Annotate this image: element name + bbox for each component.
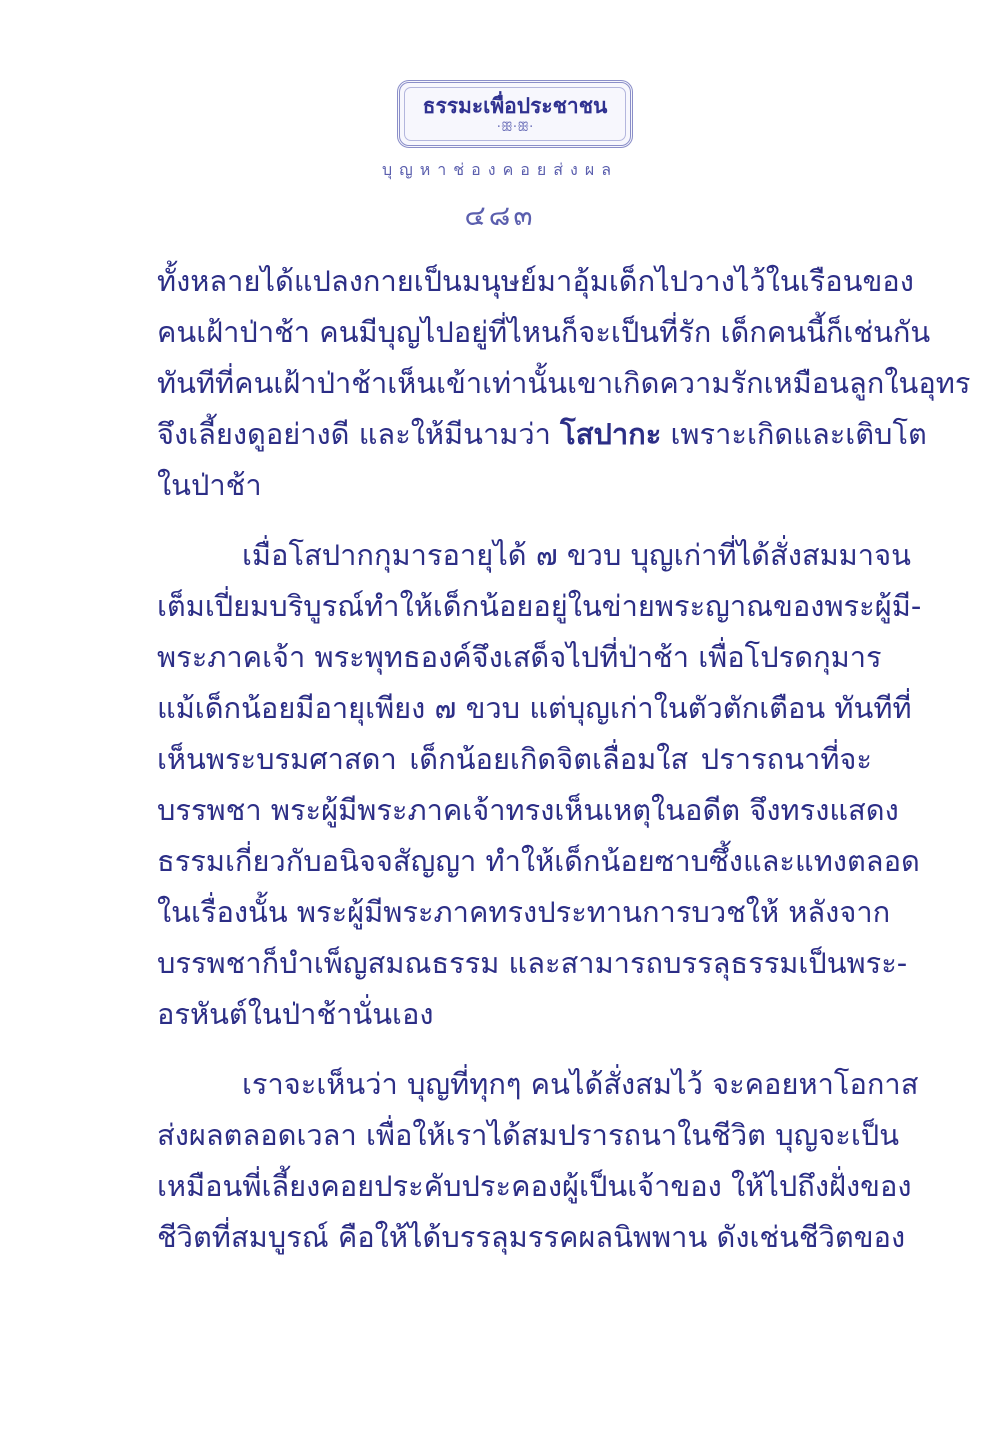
- text-line: บรรพชา พระผู้มีพระภาคเจ้าทรงเห็นเหตุในอดีต จึงทรงแสดง: [157, 793, 899, 827]
- text-line: พระภาคเจ้า พระพุทธองค์จึงเสด็จไปที่ป่าช้า เพื่อโปรดกุมาร: [157, 640, 882, 674]
- text-line: ในป่าช้า: [157, 468, 262, 502]
- page-number: ๔๘๓: [464, 199, 536, 232]
- logo-ornament: ·ꕥ·ꕥ·: [496, 120, 534, 135]
- text-line: ทันทีที่คนเฝ้าป่าช้าเห็นเข้าเท่านั้นเขาเกิดความรักเหมือนลูกในอุทร: [157, 366, 971, 400]
- text-line: ในเรื่องนั้น พระผู้มีพระภาคทรงประทานการบวชให้ หลังจาก: [157, 895, 891, 929]
- text-line: อรหันต์ในป่าช้านั่นเอง: [157, 997, 434, 1031]
- text-line: ธรรมเกี่ยวกับอนิจจสัญญา ทำให้เด็กน้อยซาบซึ้งและแทงตลอด: [157, 844, 920, 878]
- text-line: บรรพชาก็บำเพ็ญสมณธรรม และสามารถบรรลุธรรมเป็นพระ-: [157, 946, 908, 980]
- paragraph-3: [157, 1059, 919, 1263]
- text-line: เราจะเห็นว่า บุญที่ทุกๆ คนได้สั่งสมไว้ จะคอยหาโอกาส: [242, 1067, 919, 1101]
- paragraph-2: [157, 530, 922, 1040]
- body-text: [157, 256, 971, 1263]
- text-line: แม้เด็กน้อยมีอายุเพียง ๗ ขวบ แต่บุญเก่าในตัวตักเตือน ทันทีที่: [157, 691, 912, 725]
- logo-text: ธรรมะเพื่อประชาชน: [422, 94, 608, 118]
- paragraph-1: [157, 256, 971, 511]
- name-sopaka: โสปากะ: [560, 417, 662, 451]
- text-line: จึงเลี้ยงดูอย่างดี และให้มีนามว่า โสปากะ เพราะเกิดและเติบโต: [157, 417, 927, 451]
- text-line: ชีวิตที่สมบูรณ์ คือให้ได้บรรลุมรรคผลนิพพาน ดังเช่นชีวิตของ: [157, 1220, 906, 1254]
- publication-logo: [397, 80, 633, 148]
- text-line: คนเฝ้าป่าช้า คนมีบุญไปอยู่ที่ไหนก็จะเป็นที่รัก เด็กคนนี้ก็เช่นกัน: [157, 315, 931, 349]
- text-line: เห็นพระบรมศาสดา เด็กน้อยเกิดจิตเลื่อมใส ปรารถนาที่จะ: [157, 742, 872, 776]
- text-line: เมื่อโสปากกุมารอายุได้ ๗ ขวบ บุญเก่าที่ได้สั่งสมมาจน: [242, 538, 911, 572]
- text-line: เหมือนพี่เลี้ยงคอยประคับประคองผู้เป็นเจ้าของ ให้ไปถึงฝั่งของ: [157, 1169, 912, 1203]
- text-line: ทั้งหลายได้แปลงกายเป็นมนุษย์มาอุ้มเด็กไปวางไว้ในเรือนของ: [157, 264, 914, 298]
- text-line: เต็มเปี่ยมบริบูรณ์ทำให้เด็กน้อยอยู่ในข่ายพระญาณของพระผู้มี-: [157, 589, 922, 623]
- text-line: ส่งผลตลอดเวลา เพื่อให้เราได้สมปรารถนาในชีวิต บุญจะเป็น: [157, 1118, 900, 1152]
- running-head: บุญหาช่องคอยส่งผล: [381, 160, 619, 179]
